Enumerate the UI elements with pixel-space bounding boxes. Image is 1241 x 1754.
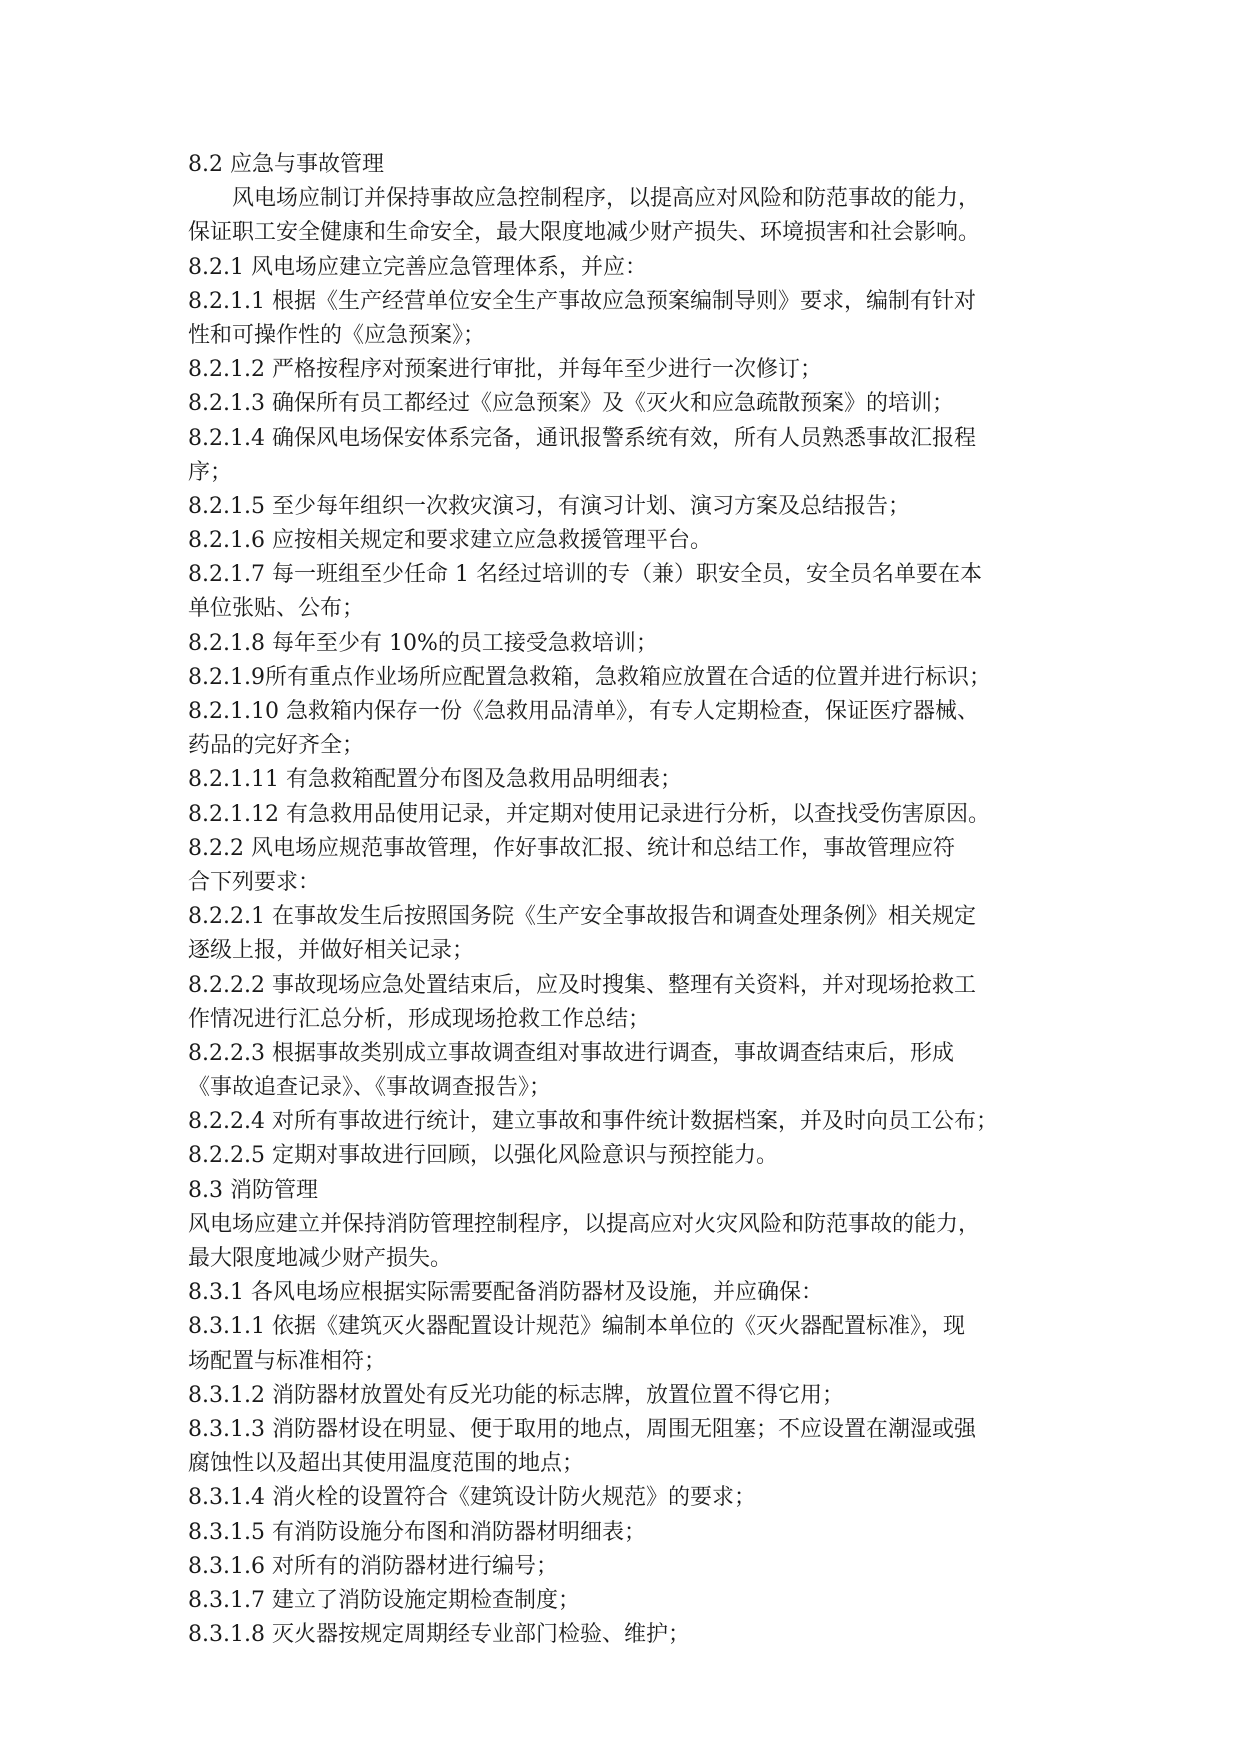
clause-line: 序； [188,459,233,485]
clause-line: 8.2.1.3 确保所有员工都经过《应急预案》及《灭火和应急疏散预案》的培训； [188,391,954,417]
clause-line: 8.2.1.1 根据《生产经营单位安全生产事故应急预案编制导则》要求，编制有针对 [188,288,976,314]
clause-line: 8.2.1.5 至少每年组织一次救灾演习，有演习计划、演习方案及总结报告； [188,493,910,519]
section-heading-8-3: 8.3 消防管理 [188,1177,318,1203]
clause-line: 8.3.1.7 建立了消防设施定期检查制度； [188,1587,580,1613]
clause-line: 8.2.1.10 急救箱内保存一份《急救用品清单》，有专人定期检查，保证医疗器械、 [188,699,979,724]
clause-line: 药品的完好齐全； [188,733,365,759]
clause-line: 8.2.2.3 根据事故类别成立事故调查组对事故进行调查，事故调查结束后，形成 [188,1040,954,1066]
clause-line: 8.3.1 各风电场应根据实际需要配备消防器材及设施，并应确保： [188,1280,823,1306]
clause-line: 8.3.1.2 消防器材放置处有反光功能的标志牌，放置位置不得它用； [188,1382,844,1408]
clause-line: 8.3.1.5 有消防设施分布图和消防器材明细表； [188,1519,646,1545]
clause-line: 作情况进行汇总分析，形成现场抢救工作总结； [188,1006,651,1032]
clause-line: 8.2.2 风电场应规范事故管理，作好事故汇报、统计和总结工作，事故管理应符 [188,835,955,861]
clause-line: 合下列要求： [188,869,321,895]
clause-line: 8.2.2.2 事故现场应急处置结束后，应及时搜集、整理有关资料，并对现场抢救工 [188,972,976,998]
clause-line: 8.2.1.9所有重点作业场所应配置急救箱，急救箱应放置在合适的位置并进行标识； [188,664,991,690]
clause-line: 8.3.1.4 消火栓的设置符合《建筑设计防火规范》的要求； [188,1485,756,1511]
clause-line: 性和可操作性的《应急预案》； [188,322,486,348]
clause-line: 8.2.2.1 在事故发生后按照国务院《生产安全事故报告和调查处理条例》相关规定 [188,904,976,930]
clause-line: 8.2.1.12 有急救用品使用记录，并定期对使用记录进行分析，以查找受伤害原因。 [188,801,990,827]
clause-line: 8.2.1.11 有急救箱配置分布图及急救用品明细表； [188,767,682,793]
clause-line: 8.3.1.6 对所有的消防器材进行编号； [188,1553,558,1579]
clause-line: 《事故追查记录》、《事故调查报告》； [188,1075,552,1101]
section-heading-8-2: 8.2 应急与事故管理 [188,152,384,177]
clause-line: 场配置与标准相符； [188,1348,387,1374]
clause-line: 8.2.1.2 严格按程序对预案进行审批，并每年至少进行一次修订； [188,357,822,383]
clause-line: 8.2.1 风电场应建立完善应急管理体系，并应： [188,254,647,280]
clause-line: 逐级上报，并做好相关记录； [188,938,475,964]
clause-line: 8.3.1.8 灭火器按规定周期经专业部门检验、维护； [188,1622,690,1648]
clause-line: 单位张贴、公布； [188,596,365,622]
document-body [188,148,1068,1652]
paragraph-line: 保证职工安全健康和生命安全，最大限度地减少财产损失、环境损害和社会影响。 [188,220,981,246]
paragraph-line: 风电场应制订并保持事故应急控制程序，以提高应对风险和防范事故的能力， [232,186,981,212]
clause-line: 8.2.1.6 应按相关规定和要求建立应急救援管理平台。 [188,528,712,554]
clause-line: 腐蚀性以及超出其使用温度范围的地点； [188,1451,585,1477]
clause-line: 8.3.1.3 消防器材设在明显、便于取用的地点，周围无阻塞；不应设置在潮湿或强 [188,1416,976,1442]
clause-line: 8.2.2.5 定期对事故进行回顾，以强化风险意识与预控能力。 [188,1143,778,1169]
clause-line: 8.2.1.7 每一班组至少任命 1 名经过培训的专（兼）职安全员，安全员名单要在本 [188,562,982,588]
clause-line: 8.3.1.1 依据《建筑灭火器配置设计规范》编制本单位的《灭火器配置标准》，现 [188,1314,965,1340]
clause-line: 8.2.1.4 确保风电场保安体系完备，通讯报警系统有效，所有人员熟悉事故汇报程 [188,425,976,451]
clause-line: 8.2.1.8 每年至少有 10%的员工接受急救培训； [188,630,658,656]
clause-line: 8.2.2.4 对所有事故进行统计，建立事故和事件统计数据档案，并及时向员工公布； [188,1109,998,1135]
paragraph-line: 最大限度地减少财产损失。 [188,1246,453,1271]
paragraph-line: 风电场应建立并保持消防管理控制程序，以提高应对火灾风险和防范事故的能力， [188,1211,981,1237]
